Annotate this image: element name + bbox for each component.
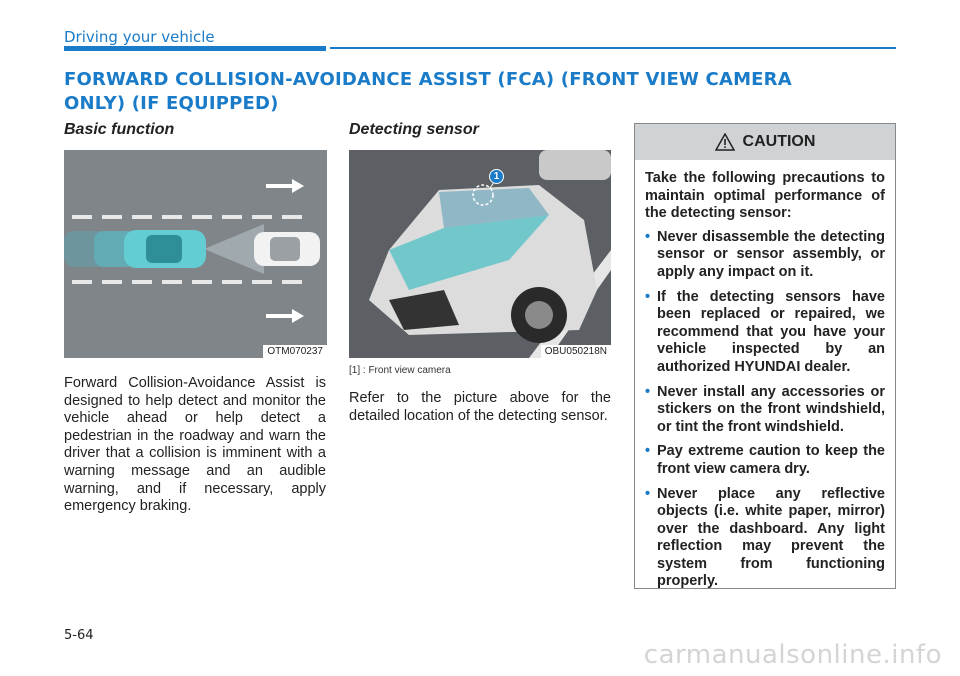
caution-item-text: Pay extreme caution to keep the front view camera dry.: [657, 443, 885, 477]
caution-item-text: Never place any reflective objects (i.e. white paper, mirror) over the dashboard. Any light reflection may prevent the system from functioning properly.: [657, 485, 885, 590]
bullet-icon: •: [645, 228, 651, 245]
caution-item-text: If the detecting sensors have been replaced or repaired, we recommend that you have your vehicle inspected by an authorized HYUNDAI dealer.: [657, 288, 885, 375]
caution-item-text: Never install any accessories or stickers on the front windshield, or tint the front windshield.: [657, 383, 885, 435]
basic-function-heading: Basic function: [64, 121, 175, 138]
figure-code-middle: OBU050218N: [541, 345, 611, 358]
fca-diagram-figure: [64, 150, 327, 358]
figure-code-left: OTM070237: [263, 345, 327, 358]
callout-number-badge: [489, 169, 504, 184]
warning-triangle-icon: [715, 133, 735, 151]
detecting-sensor-heading: Detecting sensor: [349, 121, 479, 138]
caution-header: [635, 124, 895, 160]
caution-item: [645, 486, 885, 592]
caution-body: [635, 160, 895, 591]
caution-intro: Take the following precautions to maintain optimal performance of the detecting sensor:: [645, 170, 885, 222]
sensor-location-figure: [349, 150, 611, 358]
fca-diagram-illustration: [64, 150, 327, 358]
bullet-icon: •: [645, 443, 651, 460]
bullet-icon: •: [645, 383, 651, 400]
bullet-icon: •: [645, 288, 651, 305]
bullet-icon: •: [645, 485, 651, 502]
caution-item: [645, 443, 885, 478]
watermark: carmanualsonline.info: [643, 640, 942, 670]
page-title: FORWARD COLLISION-AVOIDANCE ASSIST (FCA) (FRONT VIEW CAMERA ONLY) (IF EQUIPPED): [64, 69, 792, 114]
figure-caption: [1] : Front view camera: [349, 365, 451, 376]
car-camera-illustration: [349, 150, 611, 358]
caution-box: [634, 123, 896, 589]
caution-item: [645, 229, 885, 282]
section-title: Driving your vehicle: [64, 28, 215, 46]
callout-number: 1: [493, 171, 500, 182]
caution-item-text: Never disassemble the detecting sensor or sensor assembly, or apply any impact on it.: [657, 228, 885, 280]
caution-item: [645, 289, 885, 377]
header-rule-thin: [330, 47, 896, 49]
caution-list: [645, 229, 885, 591]
detecting-sensor-text: Refer to the picture above for the detailed location of the detecting sensor.: [349, 390, 611, 424]
header-rule-thick: [64, 46, 326, 51]
caution-title: CAUTION: [742, 133, 816, 150]
page-number: 5-64: [64, 628, 94, 643]
basic-function-text: Forward Collision-Avoidance Assist is designed to help detect and monitor the vehicle ahead or help detect a pedestrian in the roadway and warn the driver that a collision is imminent with a warning message and an audible warning, and if necessary, apply emergency braking.: [64, 375, 326, 515]
caution-item: [645, 384, 885, 437]
